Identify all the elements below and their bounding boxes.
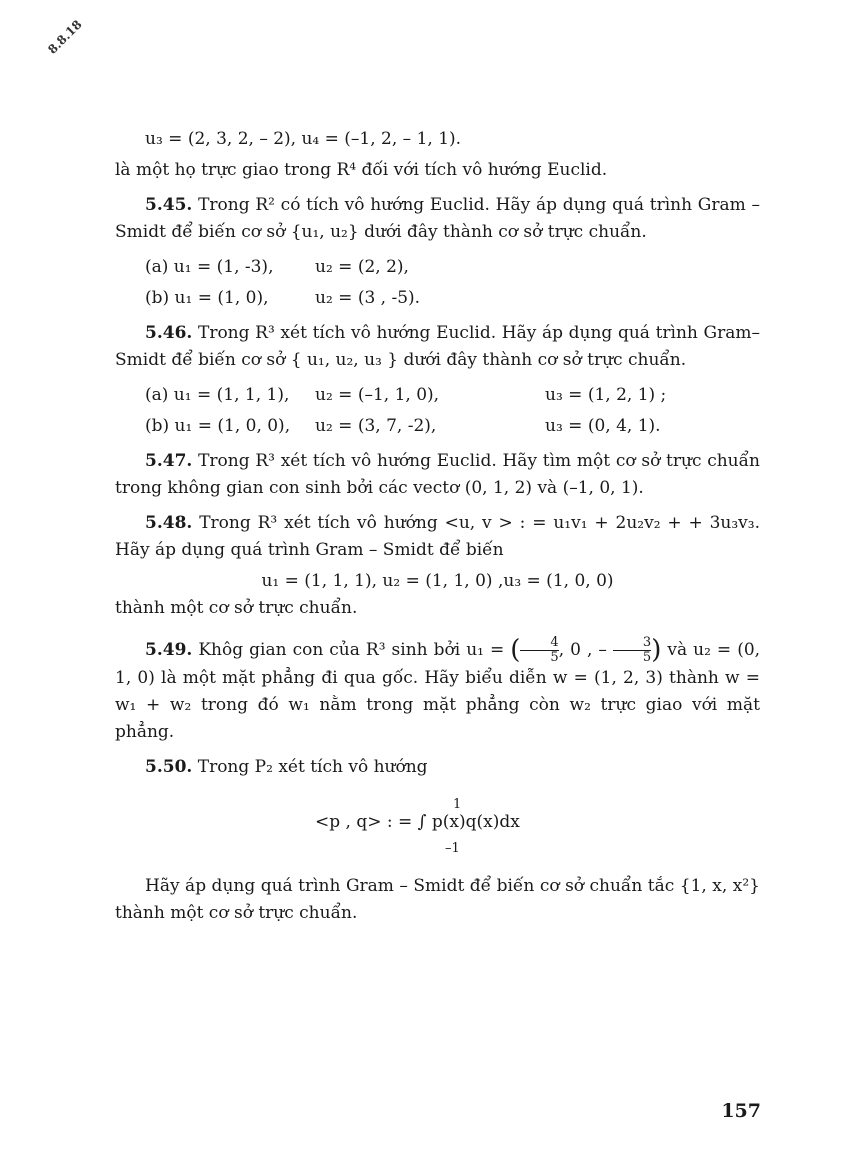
- exercise-5-45: [115, 192, 760, 246]
- eq-cell: u₂ = (3, 7, -2),: [315, 416, 437, 436]
- eq-row-5-46-a: [115, 382, 760, 409]
- frac-den: 5: [550, 650, 559, 665]
- exercise-text: Trong R³ xét tích vô hướng Euclid. Hãy tìm một cơ sở trực chuẩn trong không gian con sinh bởi các vectơ (0, 1, 2) và (–1, 0, 1).: [115, 451, 760, 498]
- eq-row-5-45-b: [115, 285, 760, 312]
- eq-row-5-45-a: [115, 254, 760, 281]
- left-paren: (: [510, 635, 521, 665]
- frac-num: 4: [520, 636, 558, 651]
- exercise-number: 5.48.: [145, 513, 193, 533]
- line-u3-u4: u₃ = (2, 3, 2, – 2), u₄ = (–1, 2, – 1, 1).: [145, 129, 462, 149]
- integral-upper-limit: 1: [453, 797, 462, 812]
- frac-num: 3: [613, 636, 651, 651]
- exercise-text: Trong R³ xét tích vô hướng <u, v > : = u₁v₁ + 2u₂v₂ + + 3u₃v₃. Hãy áp dụng quá trình Gram – Smidt để biến: [115, 513, 761, 560]
- corner-stamp: 8.8.18: [45, 17, 85, 57]
- eq-cell: u₃ = (0, 4, 1).: [545, 416, 661, 436]
- eq-cell: (a) u₁ = (1, 1, 1),: [145, 385, 290, 405]
- eq-cell: u₂ = (3 , -5).: [315, 288, 421, 308]
- exercise-text: Trong R³ xét tích vô hướng Euclid. Hãy áp dụng quá trình Gram–Smidt để biến cơ sở { u₁, u₂, u₃ } dưới đây thành cơ sở trực chuẩn.: [115, 323, 760, 370]
- fraction-4-5: [520, 636, 558, 665]
- exercise-number: 5.46.: [145, 323, 193, 343]
- integral-formula: [115, 791, 760, 861]
- exercise-5-50-tail: Hãy áp dụng quá trình Gram – Smidt để biến cơ sở chuẩn tắc {1, x, x²} thành một cơ sở trực chuẩn.: [115, 876, 760, 923]
- content: [115, 126, 760, 927]
- exercise-number: 5.45.: [145, 195, 193, 215]
- exercise-5-48: [115, 510, 760, 564]
- exercise-text: Trong P₂ xét tích vô hướng: [197, 757, 428, 777]
- eq-row-5-46-b: [115, 413, 760, 440]
- eq-cell: u₃ = (1, 2, 1) ;: [545, 385, 667, 405]
- exercise-5-47: [115, 448, 760, 502]
- integral-lower-limit: –1: [445, 841, 460, 856]
- line-orthogonal-family: là một họ trực giao trong R⁴ đối với tích vô hướng Euclid.: [115, 160, 608, 180]
- eq-cell: (b) u₁ = (1, 0),: [145, 288, 269, 308]
- eq-cell: (b) u₁ = (1, 0, 0),: [145, 416, 291, 436]
- exercise-5-49: [115, 636, 760, 746]
- exercise-number: 5.50.: [145, 757, 193, 777]
- exercise-text-a: Khôg gian con của R³ sinh bởi u₁ =: [198, 640, 505, 660]
- vector-mid: , 0 , –: [558, 640, 607, 660]
- exercise-text: Trong R² có tích vô hướng Euclid. Hãy áp dụng quá trình Gram – Smidt để biến cơ sở {u₁, u₂} dưới đây thành cơ sở trực chuẩn.: [115, 195, 760, 242]
- right-paren: ): [651, 635, 662, 665]
- exercise-5-48-tail: thành một cơ sở trực chuẩn.: [115, 598, 358, 618]
- page-number: 157: [721, 1100, 761, 1122]
- eq-cell: (a) u₁ = (1, -3),: [145, 257, 274, 277]
- eq-row-5-48: [115, 568, 760, 595]
- eq-cell: u₂ = (–1, 1, 0),: [315, 385, 440, 405]
- exercise-text-b: và u₂ = (0, 1, 0) là một mặt phẳng đi qua gốc. Hãy biểu diễn w = (1, 2, 3) thành w = w₁ + w₂ trong đó w₁ nằm trong mặt phẳng còn w₂ trực giao với mặt phẳng.: [115, 640, 761, 742]
- exercise-number: 5.47.: [145, 451, 193, 471]
- frac-den: 5: [642, 650, 652, 665]
- exercise-number: 5.49.: [145, 640, 193, 660]
- integral-expression: <p , q> : = ∫ p(x)q(x)dx: [315, 812, 520, 832]
- eq-cell: u₁ = (1, 1, 1), u₂ = (1, 1, 0) ,u₃ = (1, 0, 0): [261, 571, 614, 591]
- fraction-3-5: [613, 636, 651, 665]
- eq-cell: u₂ = (2, 2),: [315, 257, 409, 277]
- exercise-5-46: [115, 320, 760, 374]
- exercise-5-50: [115, 754, 760, 781]
